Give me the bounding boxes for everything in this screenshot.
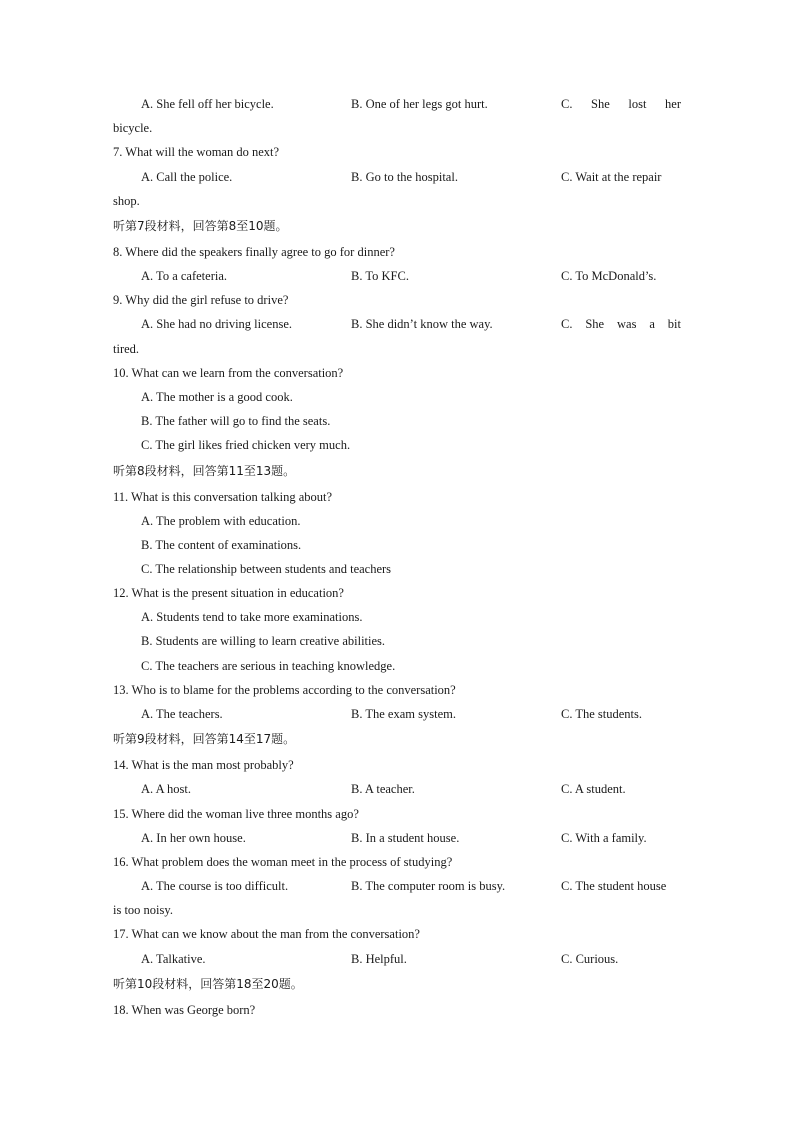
q10-option-b: B. The father will go to find the seats. (141, 414, 331, 428)
q15-option-b: B. In a student house. (351, 831, 460, 845)
q13-option-b: B. The exam system. (351, 707, 456, 721)
q16-option-a: A. The course is too difficult. (141, 879, 289, 893)
q10-option-a: A. The mother is a good cook. (141, 390, 293, 404)
q14-stem: 14. What is the man most probably? (113, 758, 294, 772)
section-heading-10: 听第10段材料，回答第18至20题。 (113, 977, 303, 991)
q12-option-c: C. The teachers are serious in teaching knowledge. (141, 659, 396, 673)
q6-option-c-continued: bicycle. (113, 121, 153, 135)
q7-option-c-continued: shop. (113, 194, 140, 208)
q9-option-c-continued: tired. (113, 342, 140, 356)
q10-stem: 10. What can we learn from the conversation? (113, 366, 344, 380)
q8-options (141, 265, 681, 287)
q17-options (141, 948, 681, 970)
q8-option-a: A. To a cafeteria. (141, 269, 227, 283)
q17-option-b: B. Helpful. (351, 952, 407, 966)
q9-option-c: C. She was a bit (561, 317, 681, 331)
q6-option-a: A. She fell off her bicycle. (141, 97, 274, 111)
section-heading-8: 听第8段材料，回答第11至13题。 (113, 464, 296, 478)
q17-stem: 17. What can we know about the man from the conversation? (113, 927, 420, 941)
q9-option-b: B. She didn’t know the way. (351, 317, 493, 331)
q15-stem: 15. Where did the woman live three months ago? (113, 807, 359, 821)
q15-option-a: A. In her own house. (141, 831, 246, 845)
q12-stem: 12. What is the present situation in education? (113, 586, 344, 600)
q9-options (141, 313, 681, 335)
q14-option-a: A. A host. (141, 782, 192, 796)
q14-option-c: C. A student. (561, 782, 626, 796)
q12-option-a: A. Students tend to take more examinations. (141, 610, 363, 624)
q11-stem: 11. What is this conversation talking about? (113, 490, 333, 504)
q7-option-c: C. Wait at the repair (561, 170, 662, 184)
q6-options (141, 93, 681, 115)
q7-option-b: B. Go to the hospital. (351, 170, 458, 184)
q16-options (141, 875, 681, 897)
q16-stem: 16. What problem does the woman meet in the process of studying? (113, 855, 453, 869)
section-heading-9: 听第9段材料，回答第14至17题。 (113, 732, 296, 746)
q13-stem: 13. Who is to blame for the problems according to the conversation? (113, 683, 456, 697)
q13-options (141, 703, 681, 725)
q13-option-c: C. The students. (561, 707, 643, 721)
q16-option-c: C. The student house (561, 879, 667, 893)
q15-options (141, 827, 681, 849)
q17-option-c: C. Curious. (561, 952, 619, 966)
q14-options (141, 778, 681, 800)
section-heading-7: 听第7段材料，回答第8至10题。 (113, 219, 288, 233)
q7-stem: 7. What will the woman do next? (113, 145, 280, 159)
q9-stem: 9. Why did the girl refuse to drive? (113, 293, 289, 307)
q8-option-b: B. To KFC. (351, 269, 409, 283)
q6-option-b: B. One of her legs got hurt. (351, 97, 488, 111)
q7-options (141, 166, 681, 188)
q8-option-c: C. To McDonald’s. (561, 269, 657, 283)
q18-stem: 18. When was George born? (113, 1003, 256, 1017)
q10-option-c: C. The girl likes fried chicken very much. (141, 438, 351, 452)
q8-stem: 8. Where did the speakers finally agree to go for dinner? (113, 245, 395, 259)
q16-option-b: B. The computer room is busy. (351, 879, 506, 893)
q15-option-c: C. With a family. (561, 831, 647, 845)
q6-option-c: C. She lost her (561, 97, 681, 111)
q11-option-a: A. The problem with education. (141, 514, 301, 528)
q12-option-b: B. Students are willing to learn creative abilities. (141, 634, 386, 648)
q9-option-a: A. She had no driving license. (141, 317, 293, 331)
q13-option-a: A. The teachers. (141, 707, 223, 721)
q11-option-b: B. The content of examinations. (141, 538, 302, 552)
q11-option-c: C. The relationship between students and teachers (141, 562, 392, 576)
q14-option-b: B. A teacher. (351, 782, 415, 796)
q16-option-c-continued: is too noisy. (113, 903, 173, 917)
q7-option-a: A. Call the police. (141, 170, 233, 184)
q17-option-a: A. Talkative. (141, 952, 206, 966)
